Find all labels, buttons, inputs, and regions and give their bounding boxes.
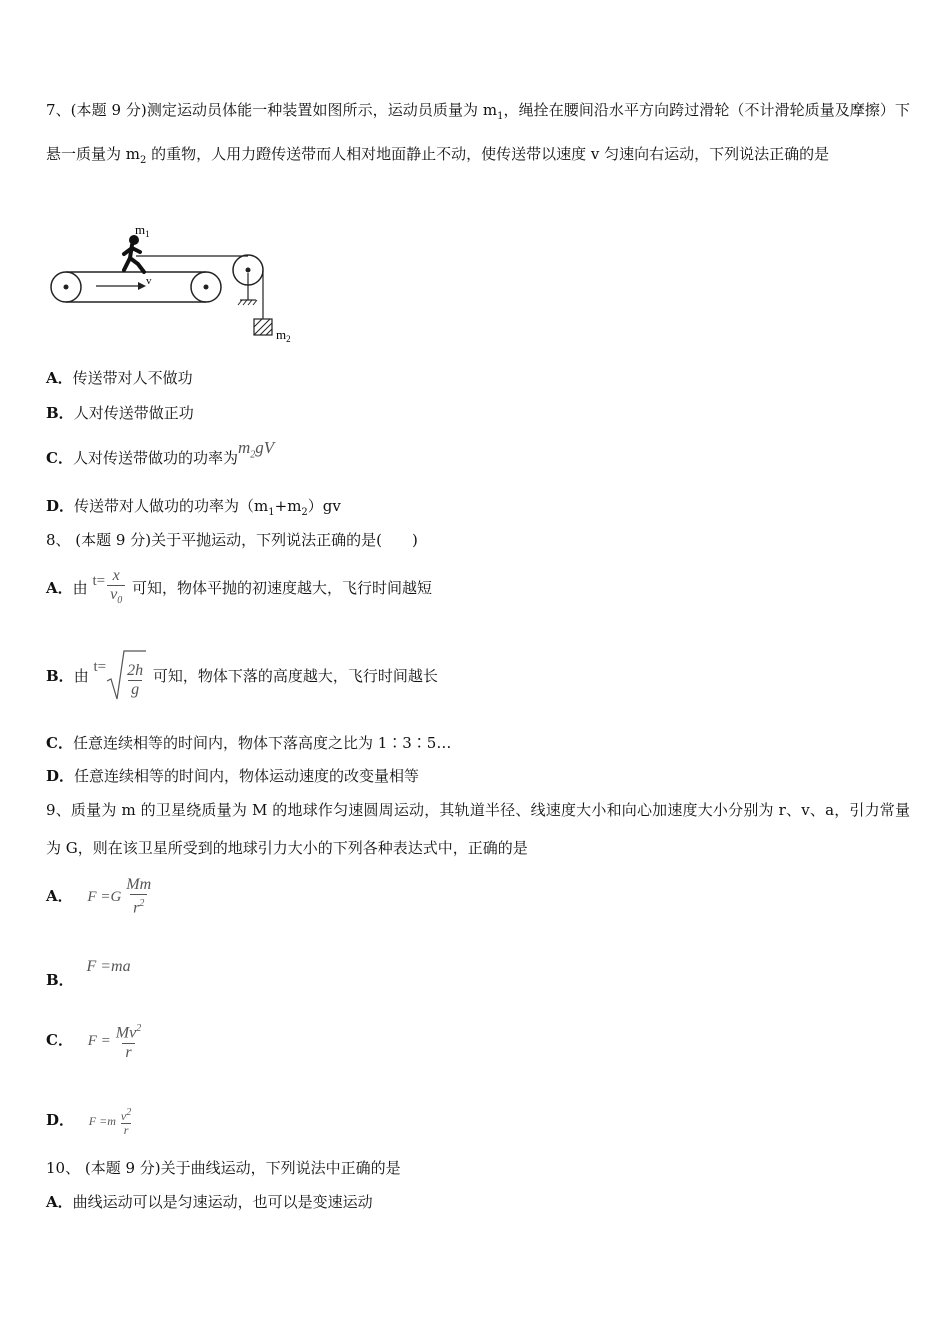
option-text: 曲线运动可以是匀速运动，也可以是变速运动 xyxy=(72,1193,373,1211)
option-text: 任意连续相等的时间内，物体下落高度之比为 1∶3∶5… xyxy=(72,734,452,752)
option-pre: 由 xyxy=(73,667,89,685)
option-key: D． xyxy=(46,1111,75,1129)
option-key: D． xyxy=(46,767,75,785)
option-key: D． xyxy=(46,497,75,515)
option-key: C． xyxy=(46,1031,73,1049)
q7-stem-part1: 7、(本题 9 分)测定运动员体能一种装置如图所示，运动员质量为 m xyxy=(46,101,498,119)
option-text: 任意连续相等的时间内，物体运动速度的改变量相等 xyxy=(74,767,420,785)
option-key: B． xyxy=(46,971,74,989)
q9-option-c[interactable] xyxy=(46,1016,146,1065)
q7-stem xyxy=(46,92,910,179)
q7-option-d[interactable] xyxy=(46,496,341,523)
option-text: 人对传送带做正功 xyxy=(73,404,194,422)
option-key: A． xyxy=(46,1193,73,1211)
q10-option-a[interactable] xyxy=(46,1192,373,1212)
a-t-label: t= xyxy=(92,573,106,589)
option-text-mid: +m xyxy=(274,497,302,515)
d-sub1: 1 xyxy=(268,507,275,518)
velocity-arrowhead xyxy=(138,282,146,290)
q9-c-fraction: $\frac{Mv^2}{r}$ xyxy=(115,1023,142,1061)
q8-a-fraction: $\frac{x}{v_0}$ xyxy=(107,567,125,610)
c-lhs: F = xyxy=(87,1033,111,1049)
q7-c-formula: $m_2gV$ xyxy=(237,438,275,461)
ground-hatch xyxy=(238,300,257,305)
q7-figure xyxy=(46,218,306,352)
option-key: C． xyxy=(46,734,73,752)
q9-option-d[interactable] xyxy=(46,1099,136,1142)
q8-option-d[interactable] xyxy=(46,766,419,786)
q10-stem: 10、 (本题 9 分)关于曲线运动，下列说法中正确的是 xyxy=(46,1159,401,1177)
q9-d-fraction: $\frac{v^2}{r}$ xyxy=(120,1106,132,1137)
option-key: B． xyxy=(46,667,74,685)
option-post: 可知，物体平抛的初速度越大，飞行时间越短 xyxy=(131,579,432,597)
option-post: 可知，物体下落的高度越大，飞行时间越长 xyxy=(152,667,438,685)
q9-option-a[interactable] xyxy=(46,872,156,921)
a-lhs: F =G xyxy=(87,889,122,905)
q8-stem: 8、 (本题 9 分)关于平抛运动，下列说法正确的是( ) xyxy=(46,531,418,549)
q9-option-b[interactable] xyxy=(46,955,131,989)
d-sub2: 2 xyxy=(301,507,308,518)
option-key: A． xyxy=(46,887,73,905)
d-lhs: F =m xyxy=(88,1114,116,1128)
sqrt-sign xyxy=(106,649,146,701)
q7-option-c[interactable] xyxy=(46,440,274,483)
support-pulley-axle xyxy=(246,268,251,273)
right-pulley-axle xyxy=(204,285,209,290)
q8-option-b[interactable] xyxy=(46,648,438,705)
q8-option-a[interactable] xyxy=(46,566,432,611)
option-key: A． xyxy=(46,369,73,387)
q7-stem-part2: ，绳拴在腰间沿水平方向跨过滑轮（不计滑轮质量及摩擦）下悬一质量为 m xyxy=(46,101,910,163)
q8-b-fraction: $\frac{2h}{g}$ xyxy=(127,661,144,698)
q7-m1-sub: 1 xyxy=(497,111,504,122)
conveyor-diagram xyxy=(46,218,306,348)
option-key: B． xyxy=(46,404,74,422)
b-expr: F =ma xyxy=(86,958,131,975)
m1-label: $m_1$ xyxy=(135,222,150,239)
option-text: 人对传送带做功的功率为 xyxy=(72,449,238,467)
b-t-label: t= xyxy=(93,659,107,675)
option-text-post: ）gv xyxy=(307,497,341,515)
runner-body xyxy=(124,245,144,272)
option-text-pre: 传送带对人做功的功率为（m xyxy=(74,497,269,515)
option-pre: 由 xyxy=(72,579,88,597)
q8-b-sqrt xyxy=(106,649,148,705)
v-label: v xyxy=(146,275,152,287)
q7-option-a[interactable] xyxy=(46,368,193,388)
left-pulley-axle xyxy=(64,285,69,290)
option-key: A． xyxy=(46,579,73,597)
q9-a-fraction: $\frac{Mm}{r^2}$ xyxy=(126,876,152,917)
option-key: C． xyxy=(46,449,73,467)
q7-stem-part3: 的重物，人用力蹬传送带而人相对地面静止不动，使传送带以速度 v 匀速向右运动，下列说法正确的是 xyxy=(146,144,830,163)
q7-m2-sub: 2 xyxy=(140,154,147,166)
q7-option-b[interactable] xyxy=(46,403,194,423)
m2-label: $m_2$ xyxy=(276,327,291,344)
q9-stem: 9、质量为 m 的卫星绕质量为 M 的地球作匀速圆周运动，其轨道半径、线速度大小和向心加速度大小分别为 r、v、a，引力常量为 G，则在该卫星所受到的地球引力大小的下列各种表达式中，正确的是 xyxy=(46,801,910,857)
q8-option-c[interactable] xyxy=(46,733,451,753)
option-text: 传送带对人不做功 xyxy=(72,369,193,387)
